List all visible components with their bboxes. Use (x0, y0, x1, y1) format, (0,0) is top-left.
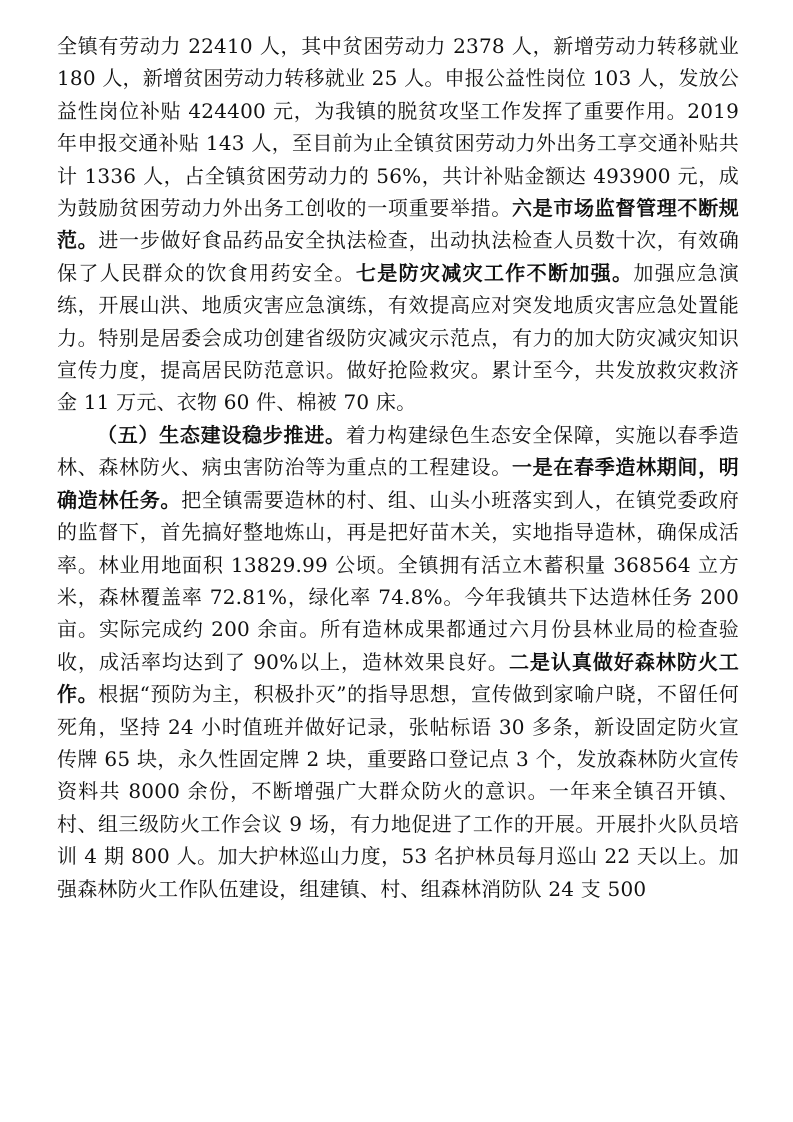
paragraph-2-heading-spring-afforestation: 一是在春季造林期间，明确造林任务。 (57, 455, 739, 512)
paragraph-1-text-2: 进一步做好食品药品安全执法检查，出动执法检查人员数十次，有效确保了人民群众的饮食用药安全。 (57, 228, 740, 285)
paragraph-2-heading-fire-prevention: 二是认真做好森林防火工作。 (57, 649, 740, 707)
document-page (57, 30, 739, 905)
paragraph-2 (57, 419, 739, 905)
paragraph-2-text-3: 根据“预防为主，积极扑灭”的指导思想，宣传做到家喻户晓，不留任何死角，坚持 24 小时值班并做好记录，张帖标语 30 多条，新设固定防火宣传牌 65 块，永久性固定牌 2 块，重要路口登记点 3 个，发放森林防火宣传资料共 8000 余份，不断增强广大群众防火的意识。一年来全镇召开镇、村、组三级防火工作会议 9 场，有力地促进了工作的开展。开展扑火队员培训 4 期 800 人。加大护林巡山力度，53 名护林员每月巡山 22 天以上。加强森林防火工作队伍建设，组建镇、村、组森林消防队 24 支 500 (57, 682, 739, 901)
paragraph-1 (57, 30, 739, 419)
paragraph-2-section-heading: （五）生态建设稳步推进。 (97, 422, 346, 447)
paragraph-2-text-2: 把全镇需要造林的村、组、山头小班落实到人，在镇党委政府的监督下，首先搞好整地炼山，再是把好苗木关，实地指导造林，确保成活率。林业用地面积 13829.99 公顷。全镇拥有活立木蓄积量 368564 立方米，森林覆盖率 72.81%，绿化率 74.8%。今年我镇共下达造林任务 200 亩。实际完成约 200 余亩。所有造林成果都通过六月份县林业局的检查验收，成活率均达到了 90%以上，造林效果良好。 (57, 487, 739, 674)
paragraph-1-text-3: 加强应急演练，开展山洪、地质灾害应急演练，有效提高应对突发地质灾害应急处置能力。特别是居委会成功创建省级防灾减灾示范点，有力的加大防灾减灾知识宣传力度，提高居民防范意识。做好抢险救灾。累计至今，共发放救灾救济金 11 万元、衣物 60 件、棉被 70 床。 (57, 260, 739, 415)
paragraph-1-text-1: 全镇有劳动力 22410 人，其中贫困劳动力 2378 人，新增劳动力转移就业 180 人，新增贫困劳动力转移就业 25 人。申报公益性岗位 103 人，发放公益性岗位补贴 424400 元，为我镇的脱贫攻坚工作发挥了重要作用。2019 年申报交通补贴 143 人，至目前为止全镇贫困劳动力外出务工享交通补贴共计 1336 人，占全镇贫困劳动力的 56%，共计补贴金额达 493900 元，成为鼓励贫困劳动力外出务工创收的一项重要举措。 (57, 34, 739, 221)
paragraph-2-text-1: 着力构建绿色生态安全保障，实施以春季造林、森林防火、病虫害防治等为重点的工程建设。 (57, 422, 739, 480)
paragraph-1-heading-market-supervision: 六是市场监督管理不断规范。 (57, 196, 739, 253)
paragraph-1-heading-disaster-prevention: 七是防灾减灾工作不断加强。 (355, 260, 634, 285)
